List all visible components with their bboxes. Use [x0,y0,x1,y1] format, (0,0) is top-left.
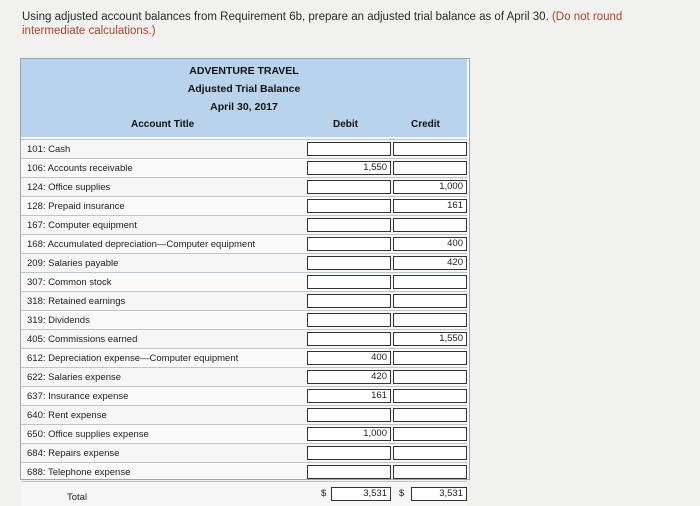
debit-input[interactable]: 1,000 [307,427,391,441]
credit-input[interactable] [393,446,467,460]
credit-input[interactable]: 1,550 [393,332,467,346]
credit-input[interactable] [393,161,467,175]
account-title: 106: Accounts receivable [27,163,133,174]
table-row [21,253,467,272]
credit-input[interactable]: 1,000 [393,180,467,194]
table-row [21,462,467,481]
table-body [21,139,467,506]
account-title: 640: Rent expense [27,410,107,421]
debit-currency: $ [321,488,327,499]
total-label: Total [67,492,88,503]
credit-input[interactable] [393,427,467,441]
debit-input[interactable]: 161 [307,389,391,403]
debit-input[interactable]: 420 [307,370,391,384]
credit-input[interactable] [393,313,467,327]
statement-title: Adjusted Trial Balance [187,83,301,95]
total-row [21,481,467,506]
debit-input[interactable] [307,294,391,308]
account-title: 319: Dividends [27,315,90,326]
table-row [21,310,467,329]
debit-input[interactable]: 400 [307,351,391,365]
account-title: 684: Repairs expense [27,448,120,459]
table-row [21,215,467,234]
table-row [21,424,467,443]
table-row [21,139,467,158]
total-debit-input[interactable]: 3,531 [331,487,391,501]
debit-input[interactable] [307,446,391,460]
table-row [21,405,467,424]
account-title: 128: Prepaid insurance [27,201,125,212]
credit-input[interactable] [393,294,467,308]
account-title: 405: Commissions earned [27,334,138,345]
company-name: ADVENTURE TRAVEL [189,65,299,77]
credit-input[interactable]: 420 [393,256,467,270]
account-title: 318: Retained earnings [27,296,126,307]
credit-currency: $ [399,488,405,499]
credit-input[interactable] [393,408,467,422]
debit-input[interactable] [307,256,391,270]
account-title: 101: Cash [27,144,71,155]
table-row [21,234,467,253]
column-header-account: Account Title [131,119,195,130]
instruction-main: Using adjusted account balances from Requirement 6b, prepare an adjusted trial balance as of April 30. [22,11,549,23]
account-title: 168: Accumulated depreciation—Computer equipment [27,239,256,250]
credit-input[interactable] [393,389,467,403]
account-title: 612: Depreciation expense—Computer equipment [27,353,239,364]
debit-input[interactable]: 1,550 [307,161,391,175]
table-row [21,367,467,386]
table-row [21,177,467,196]
account-title: 637: Insurance expense [27,391,129,402]
credit-input[interactable] [393,465,467,479]
debit-input[interactable] [307,275,391,289]
debit-input[interactable] [307,218,391,232]
credit-input[interactable] [393,370,467,384]
debit-input[interactable] [307,332,391,346]
account-title: 307: Common stock [27,277,112,288]
account-title: 209: Salaries payable [27,258,119,269]
debit-input[interactable] [307,237,391,251]
table-row [21,386,467,405]
account-title: 688: Telephone expense [27,467,131,478]
column-header-debit: Debit [333,119,358,130]
table-row [21,272,467,291]
credit-input[interactable]: 400 [393,237,467,251]
table-row [21,158,467,177]
debit-input[interactable] [307,465,391,479]
total-credit-input[interactable]: 3,531 [411,487,467,501]
trial-balance-table [20,58,470,503]
credit-input[interactable] [393,351,467,365]
account-title: 650: Office supplies expense [27,429,149,440]
table-row [21,329,467,348]
debit-input[interactable] [307,142,391,156]
table-row [21,348,467,367]
account-title: 167: Computer equipment [27,220,137,231]
account-title: 622: Salaries expense [27,372,122,383]
table-row [21,443,467,462]
table-row [21,291,467,310]
account-title: 124: Office supplies [27,182,111,193]
table-row [21,196,467,215]
debit-input[interactable] [307,199,391,213]
instruction-note: (Do not round intermediate calculations.) [22,11,623,37]
debit-input[interactable] [307,313,391,327]
credit-input[interactable] [393,275,467,289]
debit-input[interactable] [307,180,391,194]
debit-input[interactable] [307,408,391,422]
statement-date: April 30, 2017 [210,101,278,113]
credit-input[interactable]: 161 [393,199,467,213]
credit-input[interactable] [393,142,467,156]
credit-input[interactable] [393,218,467,232]
column-header-credit: Credit [411,119,440,130]
instruction-text [22,10,682,38]
table-header [21,59,467,137]
